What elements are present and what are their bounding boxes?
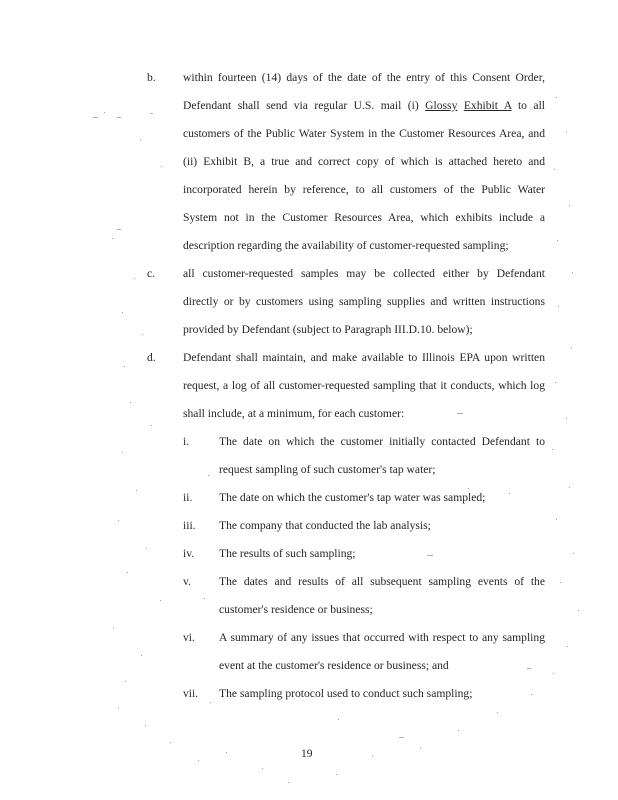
item-d-line-2: request, a log of all customer-requested sampling that it conducts, which log [183, 379, 545, 392]
item-b-line-7: description regarding the availability of customer-requested sampling; [183, 239, 509, 252]
item-b-line-3: customers of the Public Water System in the Customer Resources Area, and [183, 127, 545, 140]
subitem-marker-vi: vi. [183, 631, 195, 644]
subitem-v-line-2: customer's residence or business; [219, 603, 373, 616]
item-c-line-1: all customer-requested samples may be collected either by Defendant [183, 267, 545, 280]
subitem-marker-ii: ii. [183, 491, 193, 504]
subitem-marker-v: v. [183, 575, 191, 588]
item-c-line-2: directly or by customers using sampling supplies and written instructions [183, 295, 545, 308]
item-marker-c: c. [147, 267, 156, 280]
subitem-iv-line-1: The results of such sampling; [219, 547, 356, 560]
subitem-vi-line-1: A summary of any issues that occurred with respect to any sampling [219, 631, 545, 644]
item-marker-d: d. [147, 351, 156, 364]
item-d-line-3: shall include, at a minimum, for each customer: [183, 407, 405, 420]
item-b-line-1: within fourteen (14) days of the date of the entry of this Consent Order, [183, 71, 545, 84]
subitem-vii-line-1: The sampling protocol used to conduct such sampling; [219, 687, 473, 700]
item-marker-b: b. [147, 71, 156, 84]
item-b-line-5: incorporated herein by reference, to all customers of the Public Water [183, 183, 545, 196]
item-b-line-2-text-c: to all [511, 99, 545, 112]
subitem-v-line-1: The dates and results of all subsequent sampling events of the [219, 575, 545, 588]
item-b-line-4: (ii) Exhibit B, a true and correct copy of which is attached hereto and [183, 155, 545, 168]
subitem-marker-iv: iv. [183, 547, 195, 560]
item-b-line-6: System not in the Customer Resources Area, which exhibits include a [183, 211, 545, 224]
item-b-line-2 [183, 99, 545, 113]
item-b-line-2-text-a: Defendant shall send via regular U.S. mail (i) [183, 99, 426, 112]
glossy-text: Glossy [425, 99, 458, 112]
subitem-marker-iii: iii. [183, 519, 196, 532]
subitem-i-line-1: The date on which the customer initially contacted Defendant to [219, 435, 545, 448]
item-d-line-1: Defendant shall maintain, and make available to Illinois EPA upon written [183, 351, 545, 364]
subitem-ii-line-1: The date on which the customer's tap water was sampled; [219, 491, 486, 504]
subitem-marker-vii: vii. [183, 687, 199, 700]
subitem-i-line-2: request sampling of such customer's tap water; [219, 463, 436, 476]
subitem-marker-i: i. [183, 435, 190, 448]
exhibit-a-text: Exhibit A [463, 99, 512, 112]
subitem-iii-line-1: The company that conducted the lab analysis; [219, 519, 431, 532]
item-c-line-3: provided by Defendant (subject to Paragraph III.D.10. below); [183, 323, 473, 336]
page-number: 19 [301, 747, 313, 760]
subitem-vi-line-2: event at the customer's residence or business; and [219, 659, 449, 672]
